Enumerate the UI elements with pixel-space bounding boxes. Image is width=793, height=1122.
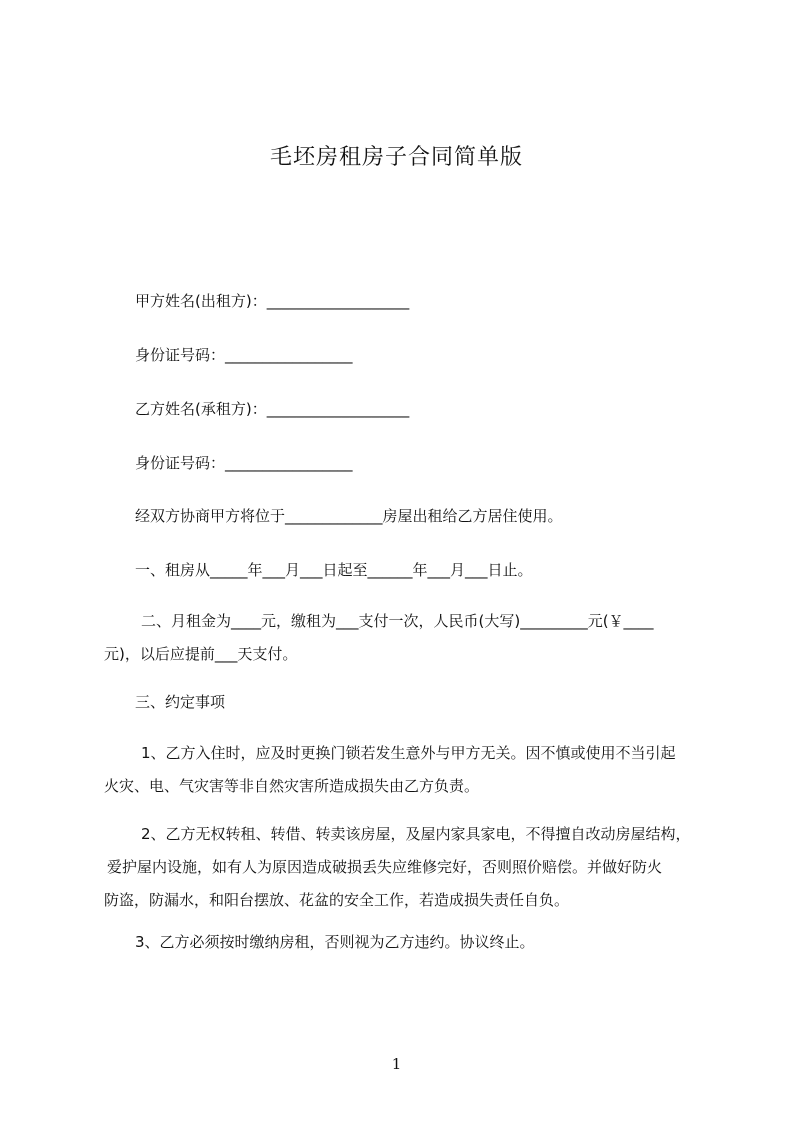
clause-rent-line-1: 二、月租金为____元，缴租为___支付一次，人民币(大写)_________元(￥____: [141, 612, 654, 630]
clause-rent-line-2: 元)，以后应提前___天支付。: [104, 645, 298, 663]
party-a-id-field: 身份证号码：_________________: [135, 346, 353, 364]
clause-rent-payment: [104, 605, 724, 671]
item-2-line-1: 2、乙方无权转租、转借、转卖该房屋，及屋内家具家电，不得擅自改动房屋结构，: [141, 825, 691, 843]
item-2-line-2: 爱护屋内设施，如有人为原因造成破损丢失应维修完好，否则照价赔偿。并做好防火: [107, 858, 663, 876]
item-1-line-1: 1、乙方入住时，应及时更换门锁若发生意外与甲方无关。因不慎或使用不当引起: [141, 744, 676, 762]
agreement-item-2: [104, 818, 724, 917]
clause-agreement-heading: 三、约定事项: [135, 693, 226, 711]
party-a-name-field: 甲方姓名(出租方)：___________________: [135, 292, 410, 310]
clause-lease-term: 一、租房从_____年___月___日起至______年___月___日止。: [135, 561, 533, 579]
party-b-id-field: 身份证号码：_________________: [135, 454, 353, 472]
agreement-item-1: [104, 737, 724, 803]
document-title: 毛坯房租房子合同简单版: [269, 145, 523, 170]
party-b-name-field: 乙方姓名(承租方)：___________________: [135, 400, 410, 418]
property-location-text: 经双方协商甲方将位于_____________房屋出租给乙方居住使用。: [135, 507, 563, 525]
item-1-line-2: 火灾、电、气灾害等非自然灾害所造成损失由乙方负责。: [104, 777, 480, 795]
agreement-item-3: 3、乙方必须按时缴纳房租，否则视为乙方违约。协议终止。: [135, 933, 535, 951]
item-2-line-3: 防盗，防漏水，和阳台摆放、花盆的安全工作，若造成损失责任自负。: [104, 891, 570, 909]
page-number: 1: [391, 1055, 402, 1073]
